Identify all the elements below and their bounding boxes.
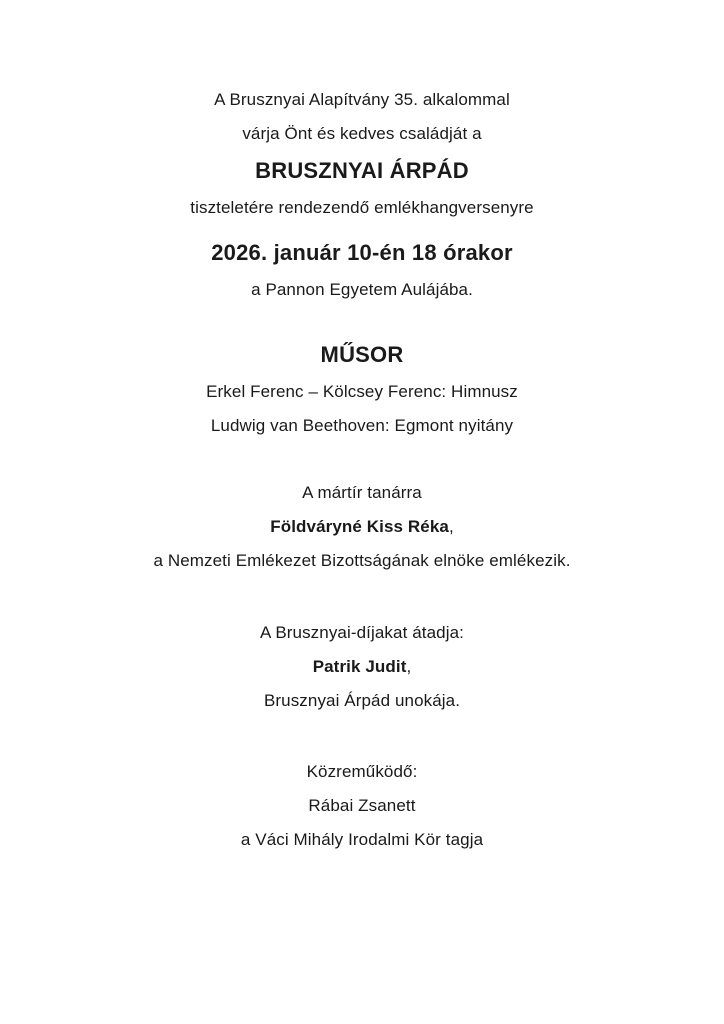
contributors-section xyxy=(0,755,724,857)
memorial-speaker-line xyxy=(0,510,724,544)
intro-line-1: A Brusznyai Alapítvány 35. alkalommal xyxy=(214,90,510,109)
presenter-title: Brusznyai Árpád unokája. xyxy=(263,691,461,710)
contributor-affiliation: a Váci Mihály Irodalmi Kör tagja xyxy=(240,830,484,849)
presenter-name: Patrik Judit xyxy=(312,657,407,676)
event-venue: a Pannon Egyetem Aulájába. xyxy=(251,280,473,299)
presenter-name-suffix: , xyxy=(406,657,412,676)
awards-intro: A Brusznyai-díjakat átadja: xyxy=(260,623,464,642)
program-item-1: Erkel Ferenc – Kölcsey Ferenc: Himnusz xyxy=(206,382,518,401)
contributors-heading: Közreműködő: xyxy=(306,762,418,781)
program-section xyxy=(0,335,724,443)
intro-line-2: várja Önt és kedves családját a xyxy=(242,124,482,143)
honoree-name: BRUSZNYAI ÁRPÁD xyxy=(255,158,469,183)
program-item-2: Ludwig van Beethoven: Egmont nyitány xyxy=(210,416,514,435)
awards-presenter-line xyxy=(0,650,724,684)
program-heading: MŰSOR xyxy=(320,342,404,367)
speaker-name: Földváryné Kiss Réka xyxy=(270,517,449,536)
awards-section xyxy=(0,616,724,718)
intro-section xyxy=(0,83,724,307)
memorial-section xyxy=(0,476,724,578)
memorial-intro: A mártír tanárra xyxy=(302,483,422,502)
intro-line-3: tiszteletére rendezendő emlékhangversenyre xyxy=(190,198,534,217)
contributor-name: Rábai Zsanett xyxy=(308,796,416,815)
event-datetime: 2026. január 10-én 18 órakor xyxy=(211,240,513,265)
speaker-name-suffix: , xyxy=(448,517,454,536)
speaker-title: a Nemzeti Emlékezet Bizottságának elnöke emlékezik. xyxy=(153,551,571,570)
